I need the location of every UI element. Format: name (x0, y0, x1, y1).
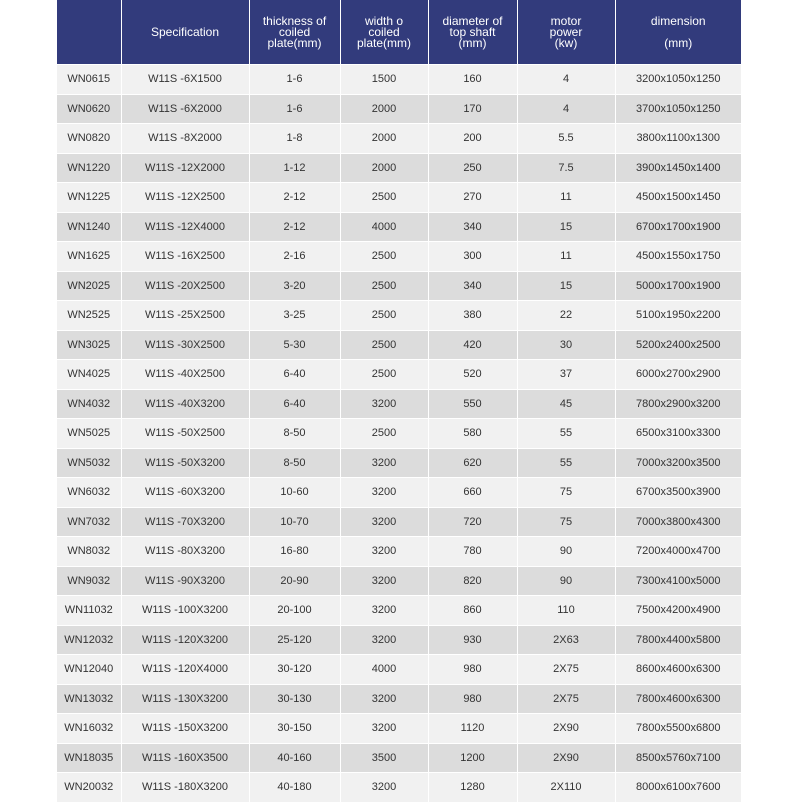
shaft-diameter-cell: 1120 (428, 714, 517, 744)
table-row (57, 242, 741, 272)
shaft-diameter-cell: 1280 (428, 773, 517, 803)
dimension-cell: 6700x1700x1900 (615, 212, 741, 242)
motor-power-cell: 11 (517, 183, 615, 213)
specification-header (121, 0, 249, 65)
header-label: thickness of coiled plate(mm) (262, 13, 327, 50)
dimension-cell: 6700x3500x3900 (615, 478, 741, 508)
model-cell: WN3025 (57, 330, 121, 360)
table-row (57, 183, 741, 213)
width-cell: 3500 (340, 743, 428, 773)
table-row (57, 301, 741, 331)
model-cell: WN18035 (57, 743, 121, 773)
width-cell: 3200 (340, 448, 428, 478)
motor-power-cell: 22 (517, 301, 615, 331)
model-cell: WN1240 (57, 212, 121, 242)
model-cell: WN0820 (57, 124, 121, 154)
motor-power-cell: 55 (517, 419, 615, 449)
dimension-cell: 3800x1100x1300 (615, 124, 741, 154)
width-cell: 3200 (340, 596, 428, 626)
motor-power-cell: 110 (517, 596, 615, 626)
specification-cell: W11S -130X3200 (121, 684, 249, 714)
table-row (57, 419, 741, 449)
model-cell: WN7032 (57, 507, 121, 537)
dimension-cell: 7500x4200x4900 (615, 596, 741, 626)
dimension-cell: 5100x1950x2200 (615, 301, 741, 331)
thickness-cell: 25-120 (249, 625, 340, 655)
motor-power-cell: 2X75 (517, 684, 615, 714)
width-cell: 3200 (340, 625, 428, 655)
thickness-cell: 8-50 (249, 448, 340, 478)
shaft-diameter-cell: 930 (428, 625, 517, 655)
dimension-cell: 6500x3100x3300 (615, 419, 741, 449)
dimension-cell: 4500x1550x1750 (615, 242, 741, 272)
thickness-cell: 20-100 (249, 596, 340, 626)
width-cell: 3200 (340, 684, 428, 714)
table-row (57, 330, 741, 360)
table-body (57, 65, 741, 803)
dimension-header (615, 0, 741, 65)
shaft-diameter-cell: 720 (428, 507, 517, 537)
specification-cell: W11S -25X2500 (121, 301, 249, 331)
dimension-cell: 3700x1050x1250 (615, 94, 741, 124)
table-row (57, 596, 741, 626)
table-row (57, 212, 741, 242)
shaft-diameter-cell: 340 (428, 271, 517, 301)
shaft-diameter-cell: 980 (428, 684, 517, 714)
header-label: width o coiled plate(mm) (356, 13, 411, 50)
motor-power-cell: 90 (517, 566, 615, 596)
model-cell: WN1625 (57, 242, 121, 272)
model-cell: WN9032 (57, 566, 121, 596)
specification-cell: W11S -30X2500 (121, 330, 249, 360)
shaft-diameter-cell: 170 (428, 94, 517, 124)
header-label: motor power (kw) (549, 13, 583, 50)
specification-cell: W11S -40X3200 (121, 389, 249, 419)
specification-cell: W11S -8X2000 (121, 124, 249, 154)
width-cell: 3200 (340, 566, 428, 596)
motor-power-cell: 2X63 (517, 625, 615, 655)
specification-cell: W11S -20X2500 (121, 271, 249, 301)
width-cell: 2500 (340, 242, 428, 272)
thickness-cell: 1-8 (249, 124, 340, 154)
thickness-cell: 1-12 (249, 153, 340, 183)
specification-cell: W11S -90X3200 (121, 566, 249, 596)
motor-power-cell: 75 (517, 507, 615, 537)
dimension-cell: 8000x6100x7600 (615, 773, 741, 803)
motor-power-cell: 4 (517, 94, 615, 124)
thickness-cell: 6-40 (249, 389, 340, 419)
width-cell: 2000 (340, 94, 428, 124)
model-cell: WN0620 (57, 94, 121, 124)
thickness-cell: 1-6 (249, 94, 340, 124)
table-row (57, 94, 741, 124)
shaft-diameter-cell: 300 (428, 242, 517, 272)
thickness-cell: 5-30 (249, 330, 340, 360)
model-cell: WN1220 (57, 153, 121, 183)
shaft-diameter-cell: 580 (428, 419, 517, 449)
shaft-diameter-cell: 160 (428, 65, 517, 95)
thickness-cell: 16-80 (249, 537, 340, 567)
specification-cell: W11S -80X3200 (121, 537, 249, 567)
thickness-cell: 3-25 (249, 301, 340, 331)
width-cell: 2500 (340, 330, 428, 360)
width-cell: 3200 (340, 507, 428, 537)
dimension-cell: 8600x4600x6300 (615, 655, 741, 685)
width-cell: 2000 (340, 124, 428, 154)
table-row (57, 773, 741, 803)
model-cell: WN11032 (57, 596, 121, 626)
width-cell: 4000 (340, 655, 428, 685)
dimension-cell: 6000x2700x2900 (615, 360, 741, 390)
model-cell: WN4032 (57, 389, 121, 419)
table-row (57, 566, 741, 596)
width-cell: 3200 (340, 537, 428, 567)
table-row (57, 360, 741, 390)
motor-power-cell: 7.5 (517, 153, 615, 183)
dimension-cell: 3900x1450x1400 (615, 153, 741, 183)
table-row (57, 537, 741, 567)
dimension-cell: 5200x2400x2500 (615, 330, 741, 360)
specification-cell: W11S -60X3200 (121, 478, 249, 508)
shaft-diameter-cell: 270 (428, 183, 517, 213)
specification-cell: W11S -6X2000 (121, 94, 249, 124)
motor-power-cell: 4 (517, 65, 615, 95)
table-row (57, 625, 741, 655)
specification-cell: W11S -16X2500 (121, 242, 249, 272)
dimension-cell: 8500x5760x7100 (615, 743, 741, 773)
motor-power-cell: 30 (517, 330, 615, 360)
dimension-cell: 4500x1500x1450 (615, 183, 741, 213)
specification-cell: W11S -6X1500 (121, 65, 249, 95)
shaft-diameter-cell: 250 (428, 153, 517, 183)
dimension-cell: 7800x4400x5800 (615, 625, 741, 655)
dimension-cell: 7000x3200x3500 (615, 448, 741, 478)
dimension-cell: 7800x5500x6800 (615, 714, 741, 744)
specification-cell: W11S -120X4000 (121, 655, 249, 685)
shaft-diameter-cell: 820 (428, 566, 517, 596)
spec-table (57, 0, 741, 803)
specification-cell: W11S -150X3200 (121, 714, 249, 744)
specification-cell: W11S -70X3200 (121, 507, 249, 537)
shaft-diameter-cell: 550 (428, 389, 517, 419)
model-cell: WN13032 (57, 684, 121, 714)
width-cell: 2000 (340, 153, 428, 183)
motor-power-cell: 75 (517, 478, 615, 508)
specification-cell: W11S -50X3200 (121, 448, 249, 478)
thickness-cell: 30-120 (249, 655, 340, 685)
motor-power-cell: 2X90 (517, 743, 615, 773)
model-cell: WN20032 (57, 773, 121, 803)
table-row (57, 271, 741, 301)
thickness-header (249, 0, 340, 65)
width-cell: 2500 (340, 183, 428, 213)
model-cell: WN1225 (57, 183, 121, 213)
thickness-cell: 30-130 (249, 684, 340, 714)
thickness-cell: 40-160 (249, 743, 340, 773)
motor-power-cell: 55 (517, 448, 615, 478)
dimension-cell: 7800x2900x3200 (615, 389, 741, 419)
thickness-cell: 3-20 (249, 271, 340, 301)
thickness-cell: 2-12 (249, 212, 340, 242)
motor-power-cell: 15 (517, 212, 615, 242)
thickness-cell: 20-90 (249, 566, 340, 596)
table-row (57, 448, 741, 478)
width-cell: 2500 (340, 271, 428, 301)
shaft-diameter-header (428, 0, 517, 65)
header-row (57, 0, 741, 65)
specification-cell: W11S -180X3200 (121, 773, 249, 803)
shaft-diameter-cell: 200 (428, 124, 517, 154)
model-header (57, 0, 121, 65)
dimension-cell: 7300x4100x5000 (615, 566, 741, 596)
table-row (57, 655, 741, 685)
specification-cell: W11S -12X2000 (121, 153, 249, 183)
shaft-diameter-cell: 980 (428, 655, 517, 685)
width-cell: 1500 (340, 65, 428, 95)
specification-cell: W11S -40X2500 (121, 360, 249, 390)
dimension-cell: 7200x4000x4700 (615, 537, 741, 567)
model-cell: WN2025 (57, 271, 121, 301)
table-row (57, 478, 741, 508)
shaft-diameter-cell: 420 (428, 330, 517, 360)
motor-power-cell: 37 (517, 360, 615, 390)
model-cell: WN12032 (57, 625, 121, 655)
specification-cell: W11S -50X2500 (121, 419, 249, 449)
thickness-cell: 30-150 (249, 714, 340, 744)
shaft-diameter-cell: 860 (428, 596, 517, 626)
specification-cell: W11S -12X4000 (121, 212, 249, 242)
table-row (57, 684, 741, 714)
width-cell: 2500 (340, 419, 428, 449)
model-cell: WN12040 (57, 655, 121, 685)
shaft-diameter-cell: 780 (428, 537, 517, 567)
table-row (57, 743, 741, 773)
width-cell: 3200 (340, 714, 428, 744)
motor-power-cell: 45 (517, 389, 615, 419)
shaft-diameter-cell: 380 (428, 301, 517, 331)
motor-power-cell: 2X90 (517, 714, 615, 744)
shaft-diameter-cell: 520 (428, 360, 517, 390)
width-header (340, 0, 428, 65)
table-row (57, 714, 741, 744)
specification-cell: W11S -120X3200 (121, 625, 249, 655)
dimension-cell: 5000x1700x1900 (615, 271, 741, 301)
table-row (57, 124, 741, 154)
thickness-cell: 10-70 (249, 507, 340, 537)
thickness-cell: 6-40 (249, 360, 340, 390)
model-cell: WN5032 (57, 448, 121, 478)
dimension-cell: 3200x1050x1250 (615, 65, 741, 95)
width-cell: 3200 (340, 389, 428, 419)
header-label: Specification (150, 24, 220, 39)
width-cell: 2500 (340, 360, 428, 390)
thickness-cell: 8-50 (249, 419, 340, 449)
motor-power-cell: 15 (517, 271, 615, 301)
specification-cell: W11S -100X3200 (121, 596, 249, 626)
header-label: diameter of top shaft (mm) (442, 13, 503, 50)
shaft-diameter-cell: 340 (428, 212, 517, 242)
width-cell: 3200 (340, 773, 428, 803)
shaft-diameter-cell: 660 (428, 478, 517, 508)
thickness-cell: 2-16 (249, 242, 340, 272)
specification-cell: W11S -160X3500 (121, 743, 249, 773)
motor-power-cell: 2X75 (517, 655, 615, 685)
model-cell: WN0615 (57, 65, 121, 95)
width-cell: 2500 (340, 301, 428, 331)
model-cell: WN2525 (57, 301, 121, 331)
thickness-cell: 10-60 (249, 478, 340, 508)
table-row (57, 389, 741, 419)
table-row (57, 65, 741, 95)
shaft-diameter-cell: 1200 (428, 743, 517, 773)
width-cell: 4000 (340, 212, 428, 242)
model-cell: WN16032 (57, 714, 121, 744)
table-row (57, 507, 741, 537)
motor-power-cell: 11 (517, 242, 615, 272)
table-row (57, 153, 741, 183)
thickness-cell: 40-180 (249, 773, 340, 803)
model-cell: WN8032 (57, 537, 121, 567)
model-cell: WN5025 (57, 419, 121, 449)
motor-power-cell: 5.5 (517, 124, 615, 154)
shaft-diameter-cell: 620 (428, 448, 517, 478)
motor-power-cell: 2X110 (517, 773, 615, 803)
model-cell: WN4025 (57, 360, 121, 390)
thickness-cell: 2-12 (249, 183, 340, 213)
dimension-cell: 7000x3800x4300 (615, 507, 741, 537)
dimension-cell: 7800x4600x6300 (615, 684, 741, 714)
header-label: dimension (mm) (650, 13, 706, 50)
model-cell: WN6032 (57, 478, 121, 508)
motor-power-header (517, 0, 615, 65)
motor-power-cell: 90 (517, 537, 615, 567)
width-cell: 3200 (340, 478, 428, 508)
specification-cell: W11S -12X2500 (121, 183, 249, 213)
thickness-cell: 1-6 (249, 65, 340, 95)
